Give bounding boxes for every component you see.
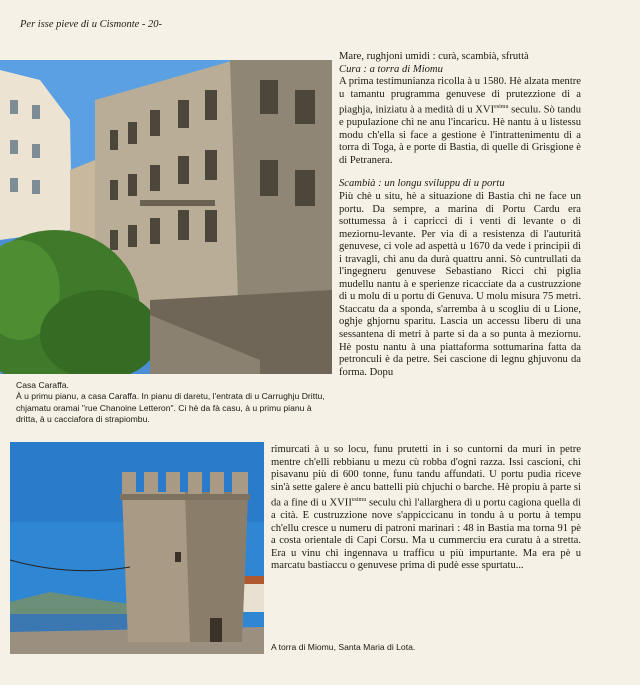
text-column-lower xyxy=(271,444,581,573)
section2-paragraph-a: Più chè u situ, hè a situazione di Bastia chì ne face un portu. Da sempre, a marina di Portu Cardu era sottumessa à i capricci di i venti di levante o di meziornu-levante. Per via di a resistenza di l'auturità genuvese, ci vole ad aspettà u 1670 da vede i principii di i travagli, chì anu da durà quattru anni. Sò cuntrullati da l'ingegneru genuvese Sebastiano Ricci chì piglia mudellu nantu à e sperienze ricacciate da a custruzzione di u molu di u portu di Genuva. U molu misura 75 metri. Staccatu da a sponda, s'arremba à u scogliu di u Lione, oghje ghjornu sparitu. Lascia un accessu liberu di una sessantena di metri à parte si da a so punta à meziornu. Hè postu nantu à una piattaforma sottumarina fatta da petronculi è da petre. Sei cascione di legnu ghjuvonu da forma. Dopu xyxy=(339,191,581,378)
section2-heading: Scambià : un longu sviluppu di u portu xyxy=(339,178,505,190)
section1-paragraph: A prima testimunianza ricolla à u 1580. Hè alzata mentre u tamantu prugramma genuvese di prutezzione di a piaghja, iniziatu à a medità di u $XVI^{esimu}$ seculu. Sò tandu e pupulazione chì ne anu l'incaricu. Hè nantu à u listessu modu ch'ella si face a gestione è l'intrattenimentu di a torra di Toga, à e porte di Bastia, di quelle di Grisgione è di Petranera. xyxy=(339,76,581,166)
section1-subheading: Cura : a torra di Miomu xyxy=(339,63,443,75)
section1-heading: Mare, rughjoni umidi : curà, scambià, sfruttà xyxy=(339,51,529,62)
text-column-right xyxy=(339,51,581,379)
photo-caption-top xyxy=(16,380,334,426)
caption-top-title: Casa Caraffa. xyxy=(16,380,69,390)
running-header: Per isse pieve di u Cismonte - 20- xyxy=(20,19,163,30)
photo-caption-bottom: A torra di Miomu, Santa Maria di Lota. xyxy=(271,642,416,652)
tower-photo xyxy=(10,442,264,654)
caption-top-text: À u primu pianu, a casa Caraffa. In pianu di daretu, l'entrata di u Carrughju Drittu, chjamatu oramai "rue Chanoine Letteron". Ci hè da fà casu, à u primu pianu à dritta, à u cacciafora di strapiombu. xyxy=(16,391,325,425)
section2-paragraph-b: rimurcati à u so locu, funu prutetti in i so cuntorni da muri in petre mentre ch'elli rebbianu u mezu cù robba d'ogni razza. Issi cascioni, chì pisavanu più di 600 tonne, funu tandu affundati. U portu pudia riceve sin'à sette galere è ancu battelli più chjuchi o barche. Hè propiu à parte si da a fine di u $XVII^{esimu}$ seculu chì l'allarghera di u portu cagiona quella di a cità. E custruzzione nove s'appiccicanu in tondu à u portu à tempu ch'ellu cresce u numeru di patroni marinari : 48 in Bastia ma torna 91 pè a costa orientale di Capi Corsu. Ma u cummerciu era curatu à a stretta. Era u vinu chì ingennava u trafficu u più impurtante. Ma era pè u marcatu bastiaccu o genuvese prima di pudè esse spurtatu... xyxy=(271,444,581,572)
street-photo xyxy=(0,60,332,374)
